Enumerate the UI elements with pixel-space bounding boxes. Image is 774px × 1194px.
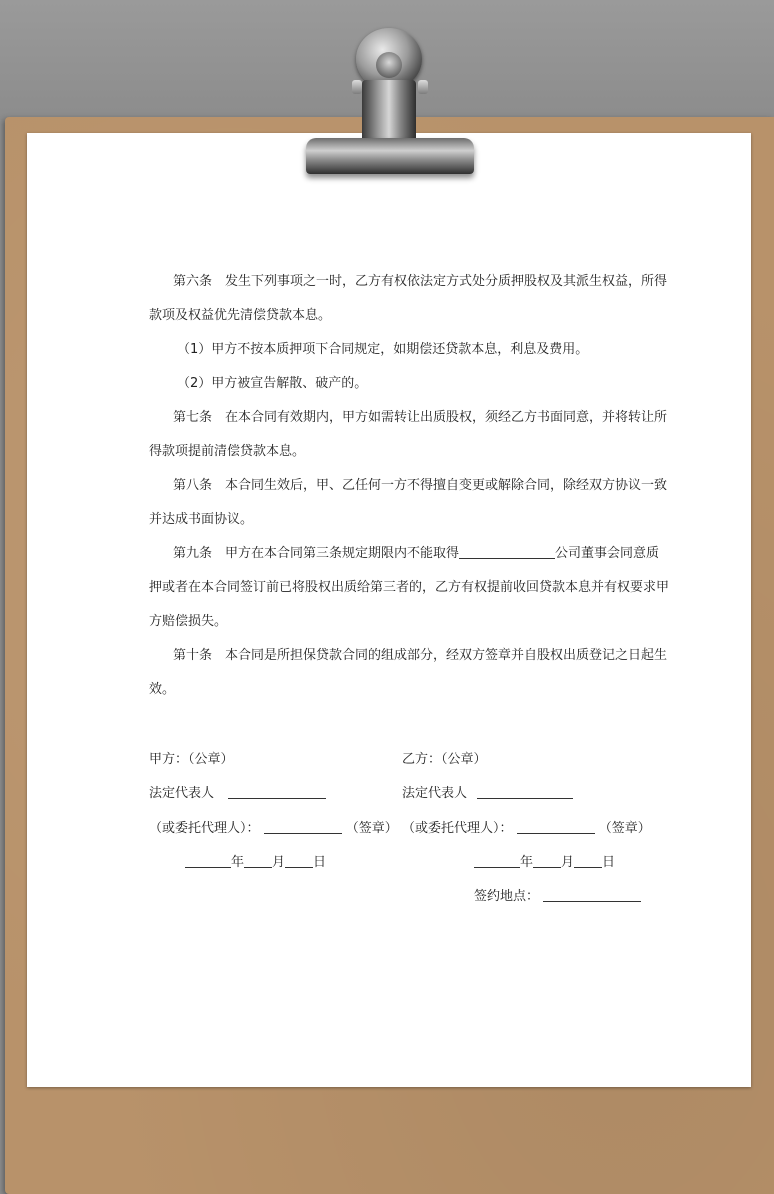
party-b-month-label: 月 — [561, 855, 575, 870]
party-a-day-blank — [285, 853, 313, 868]
party-a-year-blank — [185, 853, 231, 868]
article-6-line-2: 款项及权益优先清偿贷款本息。 — [149, 308, 332, 323]
article-9-line-1 — [149, 537, 660, 571]
party-b-day-blank — [574, 853, 602, 868]
party-a-agent — [149, 817, 398, 836]
binder-clip — [306, 138, 474, 174]
party-b-date — [474, 851, 615, 870]
party-a-seal-label: （签章） — [345, 821, 398, 836]
contract-body — [149, 265, 670, 707]
party-b-agent-label: （或委托代理人）： — [402, 821, 513, 836]
party-a-date — [185, 851, 326, 870]
article-6-item-1: （1）甲方不按本质押项下合同规定，如期偿还贷款本息，利息及费用。 — [177, 342, 589, 357]
clip-ring-hole — [376, 52, 402, 78]
signing-place-label: 签约地点： — [474, 889, 540, 904]
signing-place — [474, 885, 641, 904]
article-7-line-2: 得款项提前清偿贷款本息。 — [149, 444, 306, 459]
clip-pin-right — [418, 80, 428, 94]
article-8-line-2: 并达成书面协议。 — [149, 512, 254, 527]
party-b-seal-label: （签章） — [598, 821, 651, 836]
article-6-item-2: （2）甲方被宣告解散、破产的。 — [177, 376, 368, 391]
article-9-line-1b: 公司董事会同意质 — [555, 546, 660, 561]
article-7-line-1: 第七条 在本合同有效期内，甲方如需转让出质股权，须经乙方书面同意，并将转让所 — [173, 410, 668, 425]
party-b-rep — [402, 782, 573, 801]
article-9-line-3: 方赔偿损失。 — [149, 614, 228, 629]
clip-pin-left — [352, 80, 362, 94]
clip-neck — [362, 80, 416, 142]
party-b-rep-label: 法定代表人 — [402, 786, 468, 801]
article-9-line-2: 押或者在本合同签订前已将股权出质给第三者的，乙方有权提前收回贷款本息并有权要求甲 — [149, 580, 670, 595]
party-b-year-blank — [474, 853, 520, 868]
party-a-agent-blank — [264, 819, 342, 834]
party-a-day-label: 日 — [313, 855, 327, 870]
party-a-month-blank — [244, 853, 272, 868]
signing-place-blank — [543, 887, 641, 902]
party-a-rep-label: 法定代表人 — [149, 786, 215, 801]
article-10-line-1: 第十条 本合同是所担保贷款合同的组成部分，经双方签章并自股权出质登记之日起生 — [173, 648, 668, 663]
party-a-year-label: 年 — [231, 855, 245, 870]
party-b-agent-blank — [517, 819, 595, 834]
article-6-line-1: 第六条 发生下列事项之一时，乙方有权依法定方式处分质押股权及其派生权益，所得 — [173, 274, 668, 289]
company-name-blank — [459, 544, 555, 559]
party-b-label: 乙方：（公章） — [402, 752, 487, 767]
party-b-month-blank — [533, 853, 561, 868]
party-a-rep — [149, 782, 326, 801]
party-b-year-label: 年 — [520, 855, 534, 870]
party-b-rep-blank — [477, 784, 573, 799]
article-10-line-2: 效。 — [149, 682, 176, 697]
article-9-line-1a: 第九条 甲方在本合同第三条规定期限内不能取得 — [173, 546, 460, 561]
party-b-day-label: 日 — [602, 855, 616, 870]
article-8-line-1: 第八条 本合同生效后，甲、乙任何一方不得擅自变更或解除合同，除经双方协议一致 — [173, 478, 668, 493]
party-a-agent-label: （或委托代理人）： — [149, 821, 260, 836]
party-b-agent — [402, 817, 651, 836]
party-a-rep-blank — [228, 784, 326, 799]
party-a-label: 甲方：（公章） — [149, 752, 234, 767]
party-a-month-label: 月 — [272, 855, 286, 870]
